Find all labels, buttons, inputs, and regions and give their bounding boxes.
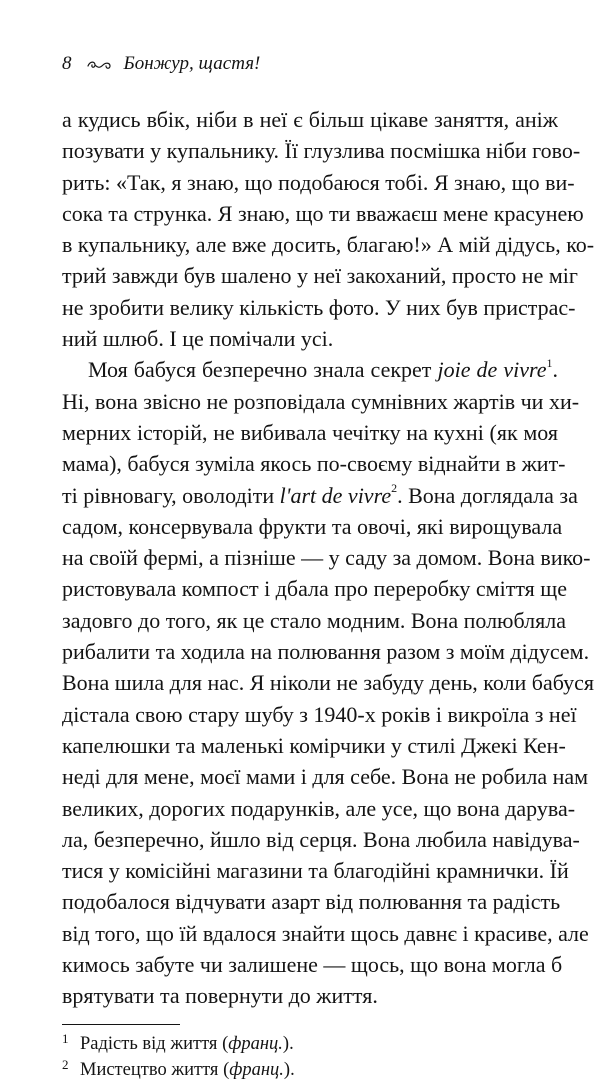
text-line: сока та струнка. Я знаю, що ти вважаєш мене красунею: [62, 200, 584, 226]
book-title: Бонжур, щастя!: [123, 53, 261, 74]
text-fragment: Мистецтво життя (: [80, 1059, 230, 1080]
footnote-text: [80, 1031, 294, 1057]
paragraph-2: [62, 354, 595, 1011]
footnote-divider: [62, 1024, 180, 1025]
text-fragment: ).: [282, 1033, 294, 1054]
text-fragment: ті рівновагу, оволодіти: [62, 482, 280, 508]
language-abbrev: франц.: [228, 1033, 283, 1054]
book-page: [62, 44, 595, 1083]
footnote-ref: 1: [546, 356, 553, 371]
foreign-phrase: l'art de vivre: [279, 482, 392, 508]
text-line: не зробити велику кількість фото. У них був пристрас-: [62, 294, 576, 320]
text-fragment: Радість від життя (: [80, 1033, 229, 1054]
text-line: неді для мене, моєї мами і для себе. Вона не робила нам: [62, 764, 589, 790]
footnote-number: 1: [62, 1030, 69, 1046]
text-line: [62, 354, 558, 385]
footnote-ref: 2: [391, 481, 398, 496]
text-line: великих, дорогих подарунків, але усе, що вона дарува-: [62, 795, 576, 821]
text-fragment: .: [552, 357, 558, 383]
footnote-number: 2: [62, 1056, 69, 1072]
paragraph-1: [62, 104, 595, 354]
text-line: [62, 480, 578, 511]
text-line: ла, безперечно, йшло від серця. Вона любила навідува-: [62, 826, 580, 852]
running-head: [62, 44, 558, 84]
text-fragment: Моя бабуся безперечно знала секрет: [88, 357, 438, 383]
text-line: задовго до того, як це стало модним. Вона полюбляла: [62, 607, 566, 633]
foreign-phrase: joie de vivre: [437, 357, 547, 383]
footnotes: [62, 1031, 558, 1083]
text-line: трий завжди був шалено у неї закоханий, просто не міг: [62, 263, 578, 289]
text-line: від того, що їй вдалося знайти щось давнє і красиве, але: [62, 920, 589, 946]
text-line: рибалити та ходила на полювання разом з моїм дідусем.: [62, 639, 590, 665]
text-fragment: . Вона доглядала за: [397, 482, 578, 508]
text-line: тися у комісійні магазини та благодійні крамнички. Їй: [62, 858, 569, 884]
text-line: позувати у купальнику. Її глузлива посмішка ніби гово-: [62, 138, 581, 164]
footnote-2: [62, 1057, 558, 1083]
text-line: капелюшки та маленькі комірчики у стилі Джекі Кен-: [62, 732, 566, 758]
text-line: рить: «Так, я знаю, що подобаюся тобі. Я знаю, що ви-: [62, 169, 575, 195]
text-line: врятувати та повернути до життя.: [62, 983, 378, 1009]
text-line: дістала свою стару шубу з 1940-х років і викроїла з неї: [62, 701, 577, 727]
text-line: ний шлюб. І це помічали усі.: [62, 326, 334, 352]
swirl-ornament-icon: [86, 59, 112, 71]
language-abbrev: франц.: [229, 1059, 284, 1080]
text-line: мерних історій, не вибивала чечітку на кухні (як моя: [62, 419, 558, 445]
body-text: [62, 104, 595, 1012]
footnote-1: [62, 1031, 558, 1057]
text-line: в купальнику, але вже досить, благаю!» А мій дідусь, ко-: [62, 232, 595, 258]
text-line: кимось забуте чи залишене — щось, що вона могла б: [62, 952, 563, 978]
text-line: на своїй фермі, а пізніше — у саду за домом. Вона вико-: [62, 545, 591, 571]
text-line: садом, консервувала фрукти та овочі, які вирощувала: [62, 513, 563, 539]
text-line: Ні, вона звісно не розповідала сумнівних жартів чи хи-: [62, 388, 580, 414]
text-fragment: ).: [283, 1059, 295, 1080]
text-line: а кудись вбік, ніби в неї є більш цікаве заняття, аніж: [62, 107, 558, 132]
text-line: Вона шила для нас. Я ніколи не забуду день, коли бабуся: [62, 670, 595, 696]
text-line: подобалося відчувати азарт від полювання та радість: [62, 889, 561, 915]
page-number: 8: [62, 53, 72, 74]
text-line: мама), бабуся зуміла якось по-своєму віднайти в жит-: [62, 451, 566, 477]
footnote-text: [80, 1057, 295, 1083]
text-line: ристовувала компост і дбала про переробку сміття ще: [62, 576, 567, 602]
